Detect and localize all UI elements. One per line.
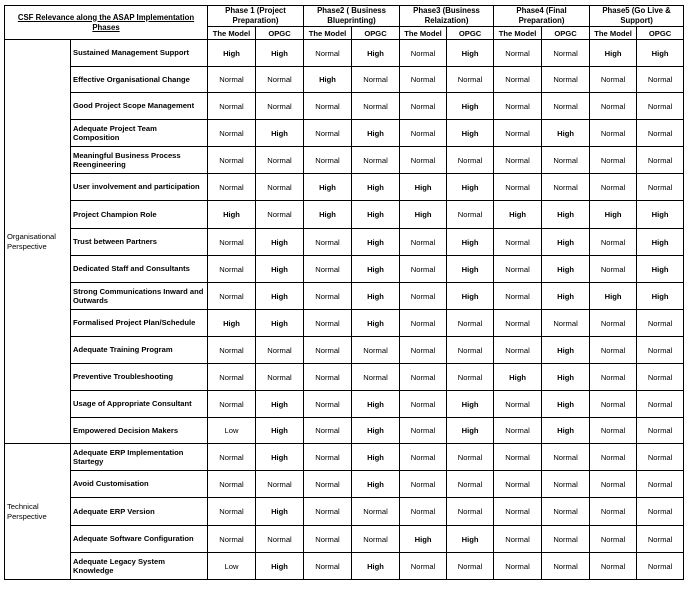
relevance-cell: High <box>352 229 400 256</box>
relevance-cell: Low <box>208 553 256 580</box>
relevance-cell: High <box>352 310 400 337</box>
relevance-cell: Normal <box>542 444 590 471</box>
factor-label: Adequate ERP Implementation Startegy <box>71 444 208 471</box>
relevance-cell: Normal <box>304 310 352 337</box>
relevance-cell: Normal <box>352 93 400 120</box>
relevance-cell: Normal <box>494 120 542 147</box>
relevance-cell: Normal <box>590 67 637 93</box>
relevance-cell: Normal <box>542 526 590 553</box>
relevance-cell: Normal <box>352 364 400 391</box>
relevance-cell: High <box>352 471 400 498</box>
factor-label: User involvement and participation <box>71 174 208 201</box>
relevance-cell: High <box>590 40 637 67</box>
relevance-cell: High <box>256 418 304 444</box>
relevance-cell: High <box>400 201 447 229</box>
relevance-cell: High <box>256 498 304 526</box>
subheader-the-model-phase-1: The Model <box>208 27 256 40</box>
relevance-cell: High <box>447 229 494 256</box>
relevance-cell: Normal <box>590 418 637 444</box>
relevance-cell: Normal <box>208 147 256 174</box>
relevance-cell: Normal <box>400 498 447 526</box>
relevance-cell: Normal <box>256 364 304 391</box>
relevance-cell: Normal <box>304 256 352 283</box>
relevance-cell: Normal <box>637 93 684 120</box>
relevance-cell: High <box>256 40 304 67</box>
relevance-cell: High <box>256 256 304 283</box>
relevance-cell: Normal <box>400 256 447 283</box>
factor-label: Effective Organisational Change <box>71 67 208 93</box>
relevance-cell: Normal <box>542 147 590 174</box>
relevance-cell: Normal <box>494 93 542 120</box>
table-row <box>5 337 684 364</box>
relevance-cell: Normal <box>637 553 684 580</box>
relevance-cell: Normal <box>542 310 590 337</box>
relevance-cell: High <box>352 444 400 471</box>
relevance-cell: Normal <box>447 498 494 526</box>
table-row <box>5 93 684 120</box>
relevance-cell: High <box>542 337 590 364</box>
relevance-cell: Normal <box>447 337 494 364</box>
relevance-cell: High <box>637 229 684 256</box>
relevance-cell: Normal <box>400 283 447 310</box>
relevance-cell: High <box>352 201 400 229</box>
relevance-cell: High <box>447 93 494 120</box>
relevance-cell: High <box>256 229 304 256</box>
relevance-cell: High <box>494 364 542 391</box>
relevance-cell: High <box>447 391 494 418</box>
relevance-cell: High <box>256 310 304 337</box>
relevance-cell: Normal <box>542 498 590 526</box>
relevance-cell: Normal <box>400 337 447 364</box>
relevance-cell: Normal <box>637 526 684 553</box>
relevance-cell: Normal <box>304 364 352 391</box>
relevance-cell: Normal <box>494 337 542 364</box>
relevance-cell: High <box>637 283 684 310</box>
relevance-cell: Normal <box>542 553 590 580</box>
factor-label: Formalised Project Plan/Schedule <box>71 310 208 337</box>
table-row <box>5 526 684 553</box>
relevance-cell: High <box>447 256 494 283</box>
relevance-cell: High <box>447 526 494 553</box>
relevance-cell: High <box>637 256 684 283</box>
relevance-cell: Normal <box>304 229 352 256</box>
subheader-the-model-phase-3: The Model <box>400 27 447 40</box>
relevance-cell: Normal <box>208 283 256 310</box>
relevance-cell: Normal <box>400 93 447 120</box>
relevance-cell: Normal <box>637 310 684 337</box>
table-row <box>5 256 684 283</box>
phase-2-header: Phase2 ( Business Blueprinting) <box>304 6 400 27</box>
relevance-cell: High <box>447 174 494 201</box>
relevance-cell: Normal <box>208 471 256 498</box>
relevance-cell: Normal <box>447 553 494 580</box>
relevance-cell: Normal <box>400 364 447 391</box>
relevance-cell: Normal <box>637 337 684 364</box>
relevance-cell: Normal <box>208 67 256 93</box>
relevance-cell: Normal <box>637 391 684 418</box>
relevance-cell: Normal <box>590 444 637 471</box>
relevance-cell: Normal <box>208 256 256 283</box>
csf-relevance-table <box>4 5 684 580</box>
relevance-cell: Normal <box>494 391 542 418</box>
relevance-cell: High <box>447 40 494 67</box>
relevance-cell: Normal <box>494 229 542 256</box>
relevance-cell: Normal <box>208 229 256 256</box>
factor-label: Project Champion Role <box>71 201 208 229</box>
relevance-cell: High <box>304 67 352 93</box>
relevance-cell: Normal <box>400 553 447 580</box>
relevance-cell: Normal <box>304 391 352 418</box>
factor-label: Dedicated Staff and Consultants <box>71 256 208 283</box>
relevance-cell: Normal <box>256 471 304 498</box>
relevance-cell: High <box>208 40 256 67</box>
relevance-cell: Normal <box>304 283 352 310</box>
relevance-cell: High <box>542 201 590 229</box>
group-label: Technical Perspective <box>5 444 71 580</box>
group-label: Organisational Perspective <box>5 40 71 444</box>
relevance-cell: Normal <box>542 174 590 201</box>
relevance-cell: High <box>542 418 590 444</box>
relevance-cell: High <box>352 174 400 201</box>
table-row <box>5 364 684 391</box>
relevance-cell: High <box>637 40 684 67</box>
relevance-cell: Normal <box>208 498 256 526</box>
relevance-cell: Normal <box>447 310 494 337</box>
relevance-cell: Normal <box>256 174 304 201</box>
relevance-cell: Normal <box>352 67 400 93</box>
relevance-cell: Normal <box>637 471 684 498</box>
relevance-cell: Normal <box>494 526 542 553</box>
table-row <box>5 391 684 418</box>
phase-1-header: Phase 1 (Project Preparation) <box>208 6 304 27</box>
relevance-cell: Normal <box>590 471 637 498</box>
relevance-cell: Normal <box>542 471 590 498</box>
relevance-cell: Normal <box>304 526 352 553</box>
relevance-cell: Normal <box>590 498 637 526</box>
relevance-cell: Normal <box>352 147 400 174</box>
relevance-cell: Normal <box>494 40 542 67</box>
relevance-cell: Normal <box>590 337 637 364</box>
relevance-cell: High <box>304 201 352 229</box>
table-row <box>5 553 684 580</box>
relevance-cell: Normal <box>590 147 637 174</box>
relevance-cell: Normal <box>637 67 684 93</box>
factor-label: Adequate Training Program <box>71 337 208 364</box>
relevance-cell: Normal <box>494 553 542 580</box>
factor-label: Empowered Decision Makers <box>71 418 208 444</box>
subheader-the-model-phase-5: The Model <box>590 27 637 40</box>
factor-label: Sustained Management Support <box>71 40 208 67</box>
table-row <box>5 229 684 256</box>
relevance-cell: Normal <box>447 147 494 174</box>
relevance-cell: High <box>590 201 637 229</box>
relevance-cell: Normal <box>304 498 352 526</box>
factor-label: Meaningful Business Process Reengineering <box>71 147 208 174</box>
relevance-cell: Normal <box>590 553 637 580</box>
relevance-cell: Normal <box>352 526 400 553</box>
table-row <box>5 174 684 201</box>
relevance-cell: Normal <box>447 364 494 391</box>
relevance-cell: High <box>542 120 590 147</box>
relevance-cell: Normal <box>208 93 256 120</box>
factor-label: Preventive Troubleshooting <box>71 364 208 391</box>
relevance-cell: Normal <box>400 67 447 93</box>
relevance-cell: Normal <box>637 147 684 174</box>
relevance-cell: Normal <box>494 444 542 471</box>
relevance-cell: High <box>208 310 256 337</box>
relevance-cell: High <box>256 120 304 147</box>
relevance-cell: Normal <box>256 147 304 174</box>
relevance-cell: Normal <box>637 418 684 444</box>
relevance-cell: High <box>542 256 590 283</box>
relevance-cell: Normal <box>256 526 304 553</box>
relevance-cell: Normal <box>352 337 400 364</box>
relevance-cell: High <box>256 283 304 310</box>
relevance-cell: Normal <box>208 444 256 471</box>
factor-label: Adequate ERP Version <box>71 498 208 526</box>
relevance-cell: Normal <box>590 174 637 201</box>
relevance-cell: High <box>304 174 352 201</box>
subheader-opgc-phase-2: OPGC <box>352 27 400 40</box>
relevance-cell: High <box>542 364 590 391</box>
relevance-cell: Normal <box>304 40 352 67</box>
relevance-cell: High <box>400 174 447 201</box>
relevance-cell: Normal <box>637 174 684 201</box>
subheader-opgc-phase-1: OPGC <box>256 27 304 40</box>
subheader-the-model-phase-2: The Model <box>304 27 352 40</box>
relevance-cell: Normal <box>447 444 494 471</box>
phase-5-header: Phase5 (Go Live & Support) <box>590 6 684 27</box>
relevance-cell: Normal <box>447 201 494 229</box>
relevance-cell: High <box>352 418 400 444</box>
relevance-cell: Normal <box>542 67 590 93</box>
table-title: CSF Relevance along the ASAP Implementation Phases <box>5 6 208 40</box>
relevance-cell: High <box>208 201 256 229</box>
factor-label: Adequate Software Configuration <box>71 526 208 553</box>
relevance-cell: Normal <box>352 498 400 526</box>
subheader-opgc-phase-4: OPGC <box>542 27 590 40</box>
relevance-cell: Normal <box>304 553 352 580</box>
factor-label: Trust between Partners <box>71 229 208 256</box>
relevance-cell: High <box>542 283 590 310</box>
relevance-cell: Normal <box>542 40 590 67</box>
relevance-cell: High <box>542 391 590 418</box>
subheader-opgc-phase-3: OPGC <box>447 27 494 40</box>
subheader-the-model-phase-4: The Model <box>494 27 542 40</box>
relevance-cell: Normal <box>447 471 494 498</box>
relevance-cell: Normal <box>208 120 256 147</box>
subheader-opgc-phase-5: OPGC <box>637 27 684 40</box>
relevance-cell: Normal <box>494 283 542 310</box>
relevance-cell: High <box>352 40 400 67</box>
relevance-cell: Normal <box>637 444 684 471</box>
table-row <box>5 40 684 67</box>
relevance-cell: Normal <box>590 364 637 391</box>
table-row <box>5 147 684 174</box>
relevance-cell: Normal <box>304 337 352 364</box>
relevance-cell: Normal <box>400 310 447 337</box>
relevance-cell: Normal <box>208 337 256 364</box>
relevance-cell: Normal <box>494 256 542 283</box>
phase-4-header: Phase4 (Final Preparation) <box>494 6 590 27</box>
relevance-cell: Normal <box>494 310 542 337</box>
table-row <box>5 444 684 471</box>
relevance-cell: Normal <box>447 67 494 93</box>
relevance-cell: Normal <box>400 147 447 174</box>
table-row <box>5 67 684 93</box>
relevance-cell: High <box>256 553 304 580</box>
relevance-cell: Normal <box>304 147 352 174</box>
relevance-cell: Normal <box>304 471 352 498</box>
relevance-cell: Normal <box>400 418 447 444</box>
relevance-cell: Normal <box>494 147 542 174</box>
relevance-cell: Normal <box>590 256 637 283</box>
factor-label: Usage of Appropriate Consultant <box>71 391 208 418</box>
relevance-cell: Normal <box>400 120 447 147</box>
relevance-cell: Low <box>208 418 256 444</box>
relevance-cell: Normal <box>494 418 542 444</box>
relevance-cell: Normal <box>637 364 684 391</box>
phase-3-header: Phase3 (Business Relaization) <box>400 6 494 27</box>
relevance-cell: Normal <box>494 471 542 498</box>
relevance-cell: Normal <box>304 120 352 147</box>
relevance-cell: Normal <box>590 229 637 256</box>
relevance-cell: Normal <box>590 526 637 553</box>
relevance-cell: High <box>256 444 304 471</box>
table-row <box>5 498 684 526</box>
relevance-cell: Normal <box>400 391 447 418</box>
relevance-cell: Normal <box>400 229 447 256</box>
relevance-cell: High <box>542 229 590 256</box>
factor-label: Strong Communications Inward and Outwards <box>71 283 208 310</box>
relevance-cell: High <box>447 120 494 147</box>
relevance-cell: Normal <box>256 337 304 364</box>
relevance-cell: Normal <box>590 93 637 120</box>
relevance-cell: Normal <box>400 444 447 471</box>
relevance-cell: Normal <box>637 498 684 526</box>
factor-label: Avoid Customisation <box>71 471 208 498</box>
table-row <box>5 120 684 147</box>
relevance-cell: High <box>352 256 400 283</box>
csf-table-container <box>4 5 684 580</box>
relevance-cell: High <box>352 120 400 147</box>
relevance-cell: High <box>352 391 400 418</box>
relevance-cell: High <box>352 283 400 310</box>
relevance-cell: Normal <box>542 93 590 120</box>
relevance-cell: Normal <box>256 93 304 120</box>
relevance-cell: High <box>447 283 494 310</box>
relevance-cell: Normal <box>208 364 256 391</box>
relevance-cell: Normal <box>304 418 352 444</box>
factor-label: Good Project Scope Management <box>71 93 208 120</box>
relevance-cell: High <box>447 418 494 444</box>
relevance-cell: Normal <box>208 174 256 201</box>
relevance-cell: High <box>256 391 304 418</box>
relevance-cell: High <box>494 201 542 229</box>
factor-label: Adequate Project Team Composition <box>71 120 208 147</box>
relevance-cell: Normal <box>494 174 542 201</box>
table-row <box>5 310 684 337</box>
table-row <box>5 418 684 444</box>
relevance-cell: Normal <box>256 67 304 93</box>
relevance-cell: Normal <box>590 310 637 337</box>
table-row <box>5 471 684 498</box>
relevance-cell: High <box>637 201 684 229</box>
relevance-cell: Normal <box>256 201 304 229</box>
factor-label: Adequate Legacy System Knowledge <box>71 553 208 580</box>
relevance-cell: Normal <box>590 120 637 147</box>
relevance-cell: Normal <box>590 391 637 418</box>
relevance-cell: High <box>352 553 400 580</box>
table-row <box>5 283 684 310</box>
relevance-cell: Normal <box>637 120 684 147</box>
relevance-cell: Normal <box>304 93 352 120</box>
relevance-cell: Normal <box>304 444 352 471</box>
relevance-cell: Normal <box>494 498 542 526</box>
relevance-cell: Normal <box>400 40 447 67</box>
relevance-cell: Normal <box>208 391 256 418</box>
relevance-cell: High <box>590 283 637 310</box>
relevance-cell: Normal <box>400 471 447 498</box>
relevance-cell: High <box>400 526 447 553</box>
table-row <box>5 201 684 229</box>
relevance-cell: Normal <box>208 526 256 553</box>
relevance-cell: Normal <box>494 67 542 93</box>
